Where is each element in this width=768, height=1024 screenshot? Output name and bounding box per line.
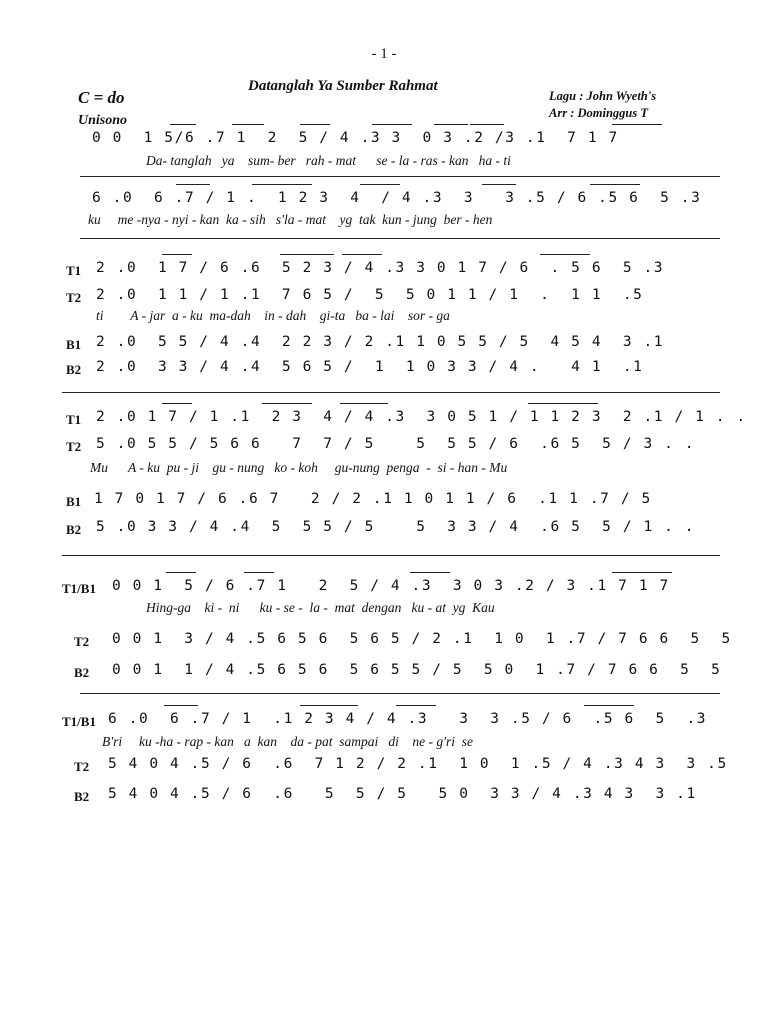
beam xyxy=(540,254,590,255)
beam xyxy=(244,572,274,573)
beam xyxy=(252,184,312,185)
page-number: - 1 - xyxy=(371,46,397,62)
system-divider xyxy=(80,176,720,177)
beam xyxy=(170,124,196,125)
voice-label: B1 xyxy=(66,494,82,509)
voice-label: B1 xyxy=(66,337,82,352)
beam xyxy=(340,403,388,404)
key-signature: C = do xyxy=(78,88,125,107)
voice-label: T1 xyxy=(66,263,82,278)
arranger-credit: Arr : Dominggus T xyxy=(549,106,648,120)
voice-label: T2 xyxy=(74,759,90,774)
beam xyxy=(300,124,330,125)
lyric-line: ti A - jar a - ku ma-dah in - dah gi-ta ba - lai sor - ga xyxy=(96,308,450,323)
beam xyxy=(262,403,312,404)
beam xyxy=(162,254,192,255)
beam xyxy=(342,254,382,255)
beam xyxy=(280,254,334,255)
system-divider xyxy=(62,555,720,556)
lyric-line: Da- tanglah ya sum- ber rah - mat se - la - ras - kan ha - ti xyxy=(146,153,511,168)
beam xyxy=(482,184,516,185)
beam xyxy=(612,124,662,125)
notes-line: 0 0 1 5/6 .7 1 2 5 / 4 .3 3 0 3 .2 /3 .1 7 1 7 xyxy=(92,130,619,146)
voice-label: T2 xyxy=(74,634,90,649)
lyric-line: ku me -nya - nyi - kan ka - sih s'la - mat yg tak kun - jung ber - hen xyxy=(88,212,493,227)
notes-line: 5 4 0 4 .5 / 6 .6 5 5 / 5 5 0 3 3 / 4 .3 4 3 3 .1 xyxy=(108,786,697,802)
notes-line: 0 0 1 3 / 4 .5 6 5 6 5 6 5 / 2 .1 1 0 1 .7 / 7 6 6 5 5 xyxy=(112,631,732,647)
voice-label: B2 xyxy=(74,665,90,680)
beam xyxy=(528,403,598,404)
beam xyxy=(396,705,436,706)
voice-label: T1 xyxy=(66,412,82,427)
beam xyxy=(166,572,196,573)
notes-line: 5 .0 3 3 / 4 .4 5 5 5 / 5 5 3 3 / 4 .6 5 5 / 1 . . xyxy=(96,519,696,535)
beam xyxy=(584,705,634,706)
lyric-line: Mu A - ku pu - ji gu - nung ko - koh gu-nung penga - si - han - Mu xyxy=(90,460,508,475)
voice-label: T1/B1 xyxy=(62,714,96,729)
system-divider xyxy=(80,693,720,694)
notes-line: 6 .0 6 .7 / 1 .1 2 3 4 / 4 .3 3 3 .5 / 6 .5 6 5 .3 xyxy=(108,711,708,727)
beam xyxy=(162,403,192,404)
notes-line: 0 0 1 5 / 6 .7 1 2 5 / 4 .3 3 0 3 .2 / 3 .1 7 1 7 xyxy=(112,578,670,594)
notes-line: 1 7 0 1 7 / 6 .6 7 2 / 2 .1 1 0 1 1 / 6 .1 1 .7 / 5 xyxy=(94,491,652,507)
voice-label: B2 xyxy=(74,789,90,804)
beam xyxy=(232,124,264,125)
notes-line: 2 .0 1 7 / 6 .6 5 2 3 / 4 .3 3 0 1 7 / 6 . 5 6 5 .3 xyxy=(96,260,665,276)
beam xyxy=(360,184,400,185)
notes-line: 5 4 0 4 .5 / 6 .6 7 1 2 / 2 .1 1 0 1 .5 / 4 .3 4 3 3 .5 xyxy=(108,756,728,772)
beam xyxy=(164,705,198,706)
song-title: Datanglah Ya Sumber Rahmat xyxy=(248,78,438,94)
notes-line: 2 .0 1 7 / 1 .1 2 3 4 / 4 .3 3 0 5 1 / 1 1 2 3 2 .1 / 1 . . xyxy=(96,409,747,425)
notes-line: 5 .0 5 5 / 5 6 6 7 7 / 5 5 5 5 / 6 .6 5 5 / 3 . . xyxy=(96,436,696,452)
voice-label: T2 xyxy=(66,290,82,305)
beam xyxy=(410,572,450,573)
beam xyxy=(300,705,358,706)
beam xyxy=(612,572,672,573)
lyric-line: Hing-ga ki - ni ku - se - la - mat dengan ku - at yg Kau xyxy=(146,600,495,615)
beam xyxy=(470,124,504,125)
notes-line: 2 .0 1 1 / 1 .1 7 6 5 / 5 5 0 1 1 / 1 . 1 1 .5 xyxy=(96,287,644,303)
notes-line: 0 0 1 1 / 4 .5 6 5 6 5 6 5 5 / 5 5 0 1 .7 / 7 6 6 5 5 xyxy=(112,662,722,678)
composer-credit: Lagu : John Wyeth's xyxy=(549,89,657,103)
voice-label: T1/B1 xyxy=(62,581,96,596)
notes-line: 2 .0 3 3 / 4 .4 5 6 5 / 1 1 0 3 3 / 4 . 4 1 .1 xyxy=(96,359,644,375)
beam xyxy=(434,124,468,125)
voicing-label: Unisono xyxy=(78,113,128,128)
beam xyxy=(176,184,210,185)
beam xyxy=(590,184,640,185)
notes-line: 2 .0 5 5 / 4 .4 2 2 3 / 2 .1 1 0 5 5 / 5 4 5 4 3 .1 xyxy=(96,334,665,350)
voice-label: B2 xyxy=(66,522,82,537)
voice-label: B2 xyxy=(66,362,82,377)
system-divider xyxy=(62,392,720,393)
system-divider xyxy=(80,238,720,239)
notes-line: 6 .0 6 .7 / 1 . 1 2 3 4 / 4 .3 3 3 .5 / 6 .5 6 5 .3 xyxy=(92,190,702,206)
beam xyxy=(372,124,412,125)
voice-label: T2 xyxy=(66,439,82,454)
lyric-line: B'ri ku -ha - rap - kan a kan da - pat sampai di ne - g'ri se xyxy=(102,734,473,749)
